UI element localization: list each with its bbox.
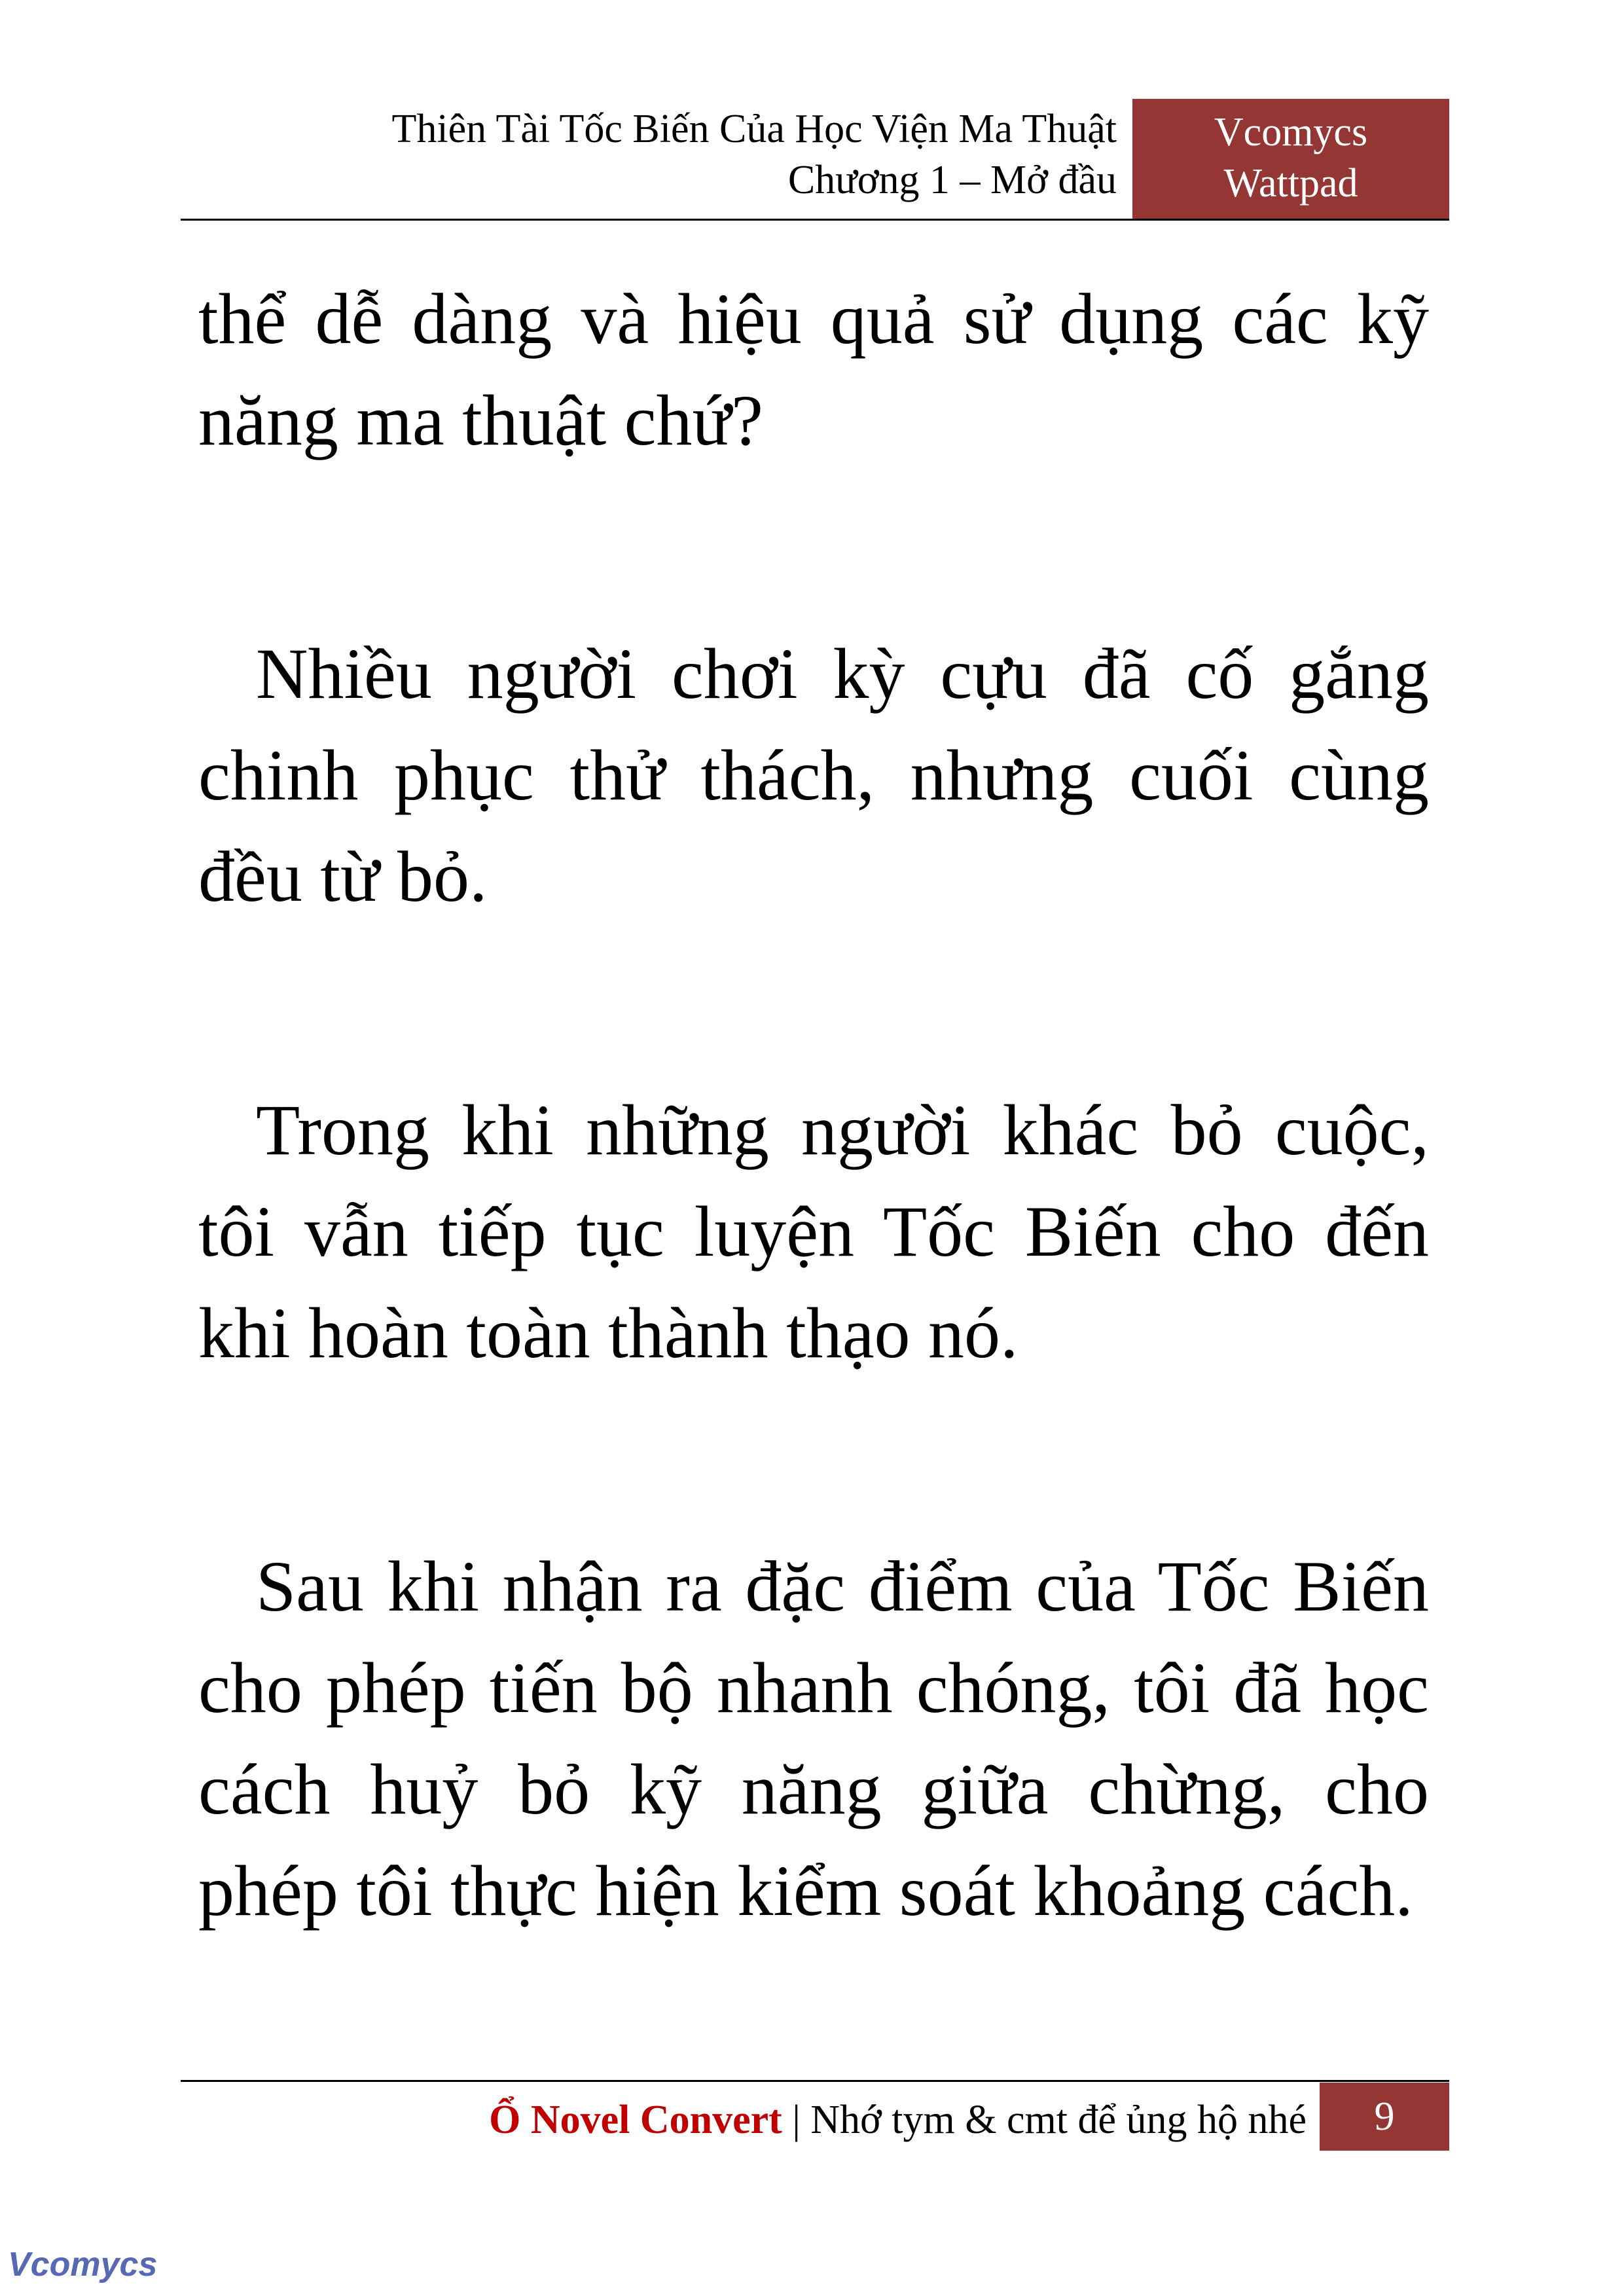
running-header [181, 103, 1117, 206]
vcomycs-watermark-logo [5, 2238, 162, 2290]
svg-text:Vcomycs: Vcomycs [8, 2246, 158, 2284]
paragraph: Trong khi những người khác bỏ cuộc, tôi vẫn tiếp tục luyện Tốc Biến cho đến khi hoàn toàn thành thạo nó. [198, 1090, 1429, 1373]
source-line-1: Vcomycs [1214, 110, 1368, 155]
paragraph: thể dễ dàng và hiệu quả sử dụng các kỹ năng ma thuật chứ? [198, 279, 1429, 460]
chapter-title: Chương 1 – Mở đầu [787, 158, 1117, 202]
source-badge [1132, 99, 1449, 219]
footer-brand: Ổ Novel Convert [489, 2098, 782, 2142]
footer-note: Nhớ tym & cmt để ủng hộ nhé [810, 2098, 1307, 2142]
paragraph: Sau khi nhận ra đặc điểm của Tốc Biến cho phép tiến bộ nhanh chóng, tôi đã học cách huỷ bỏ kỹ năng giữa chừng, cho phép tôi thực hiện kiểm soát khoảng cách. [198, 1546, 1429, 1931]
footer-separator: | [782, 2098, 811, 2142]
source-line-2: Wattpad [1223, 161, 1358, 206]
book-title: Thiên Tài Tốc Biến Của Học Viện Ma Thuật [391, 107, 1117, 151]
paragraph: Nhiều người chơi kỳ cựu đã cố gắng chinh phục thử thách, nhưng cuối cùng đều từ bỏ. [198, 634, 1429, 917]
footer-divider [181, 2080, 1449, 2082]
footer [181, 2094, 1307, 2146]
header-divider [181, 219, 1449, 221]
page-number: 9 [1320, 2083, 1449, 2151]
page-body [198, 268, 1429, 2094]
